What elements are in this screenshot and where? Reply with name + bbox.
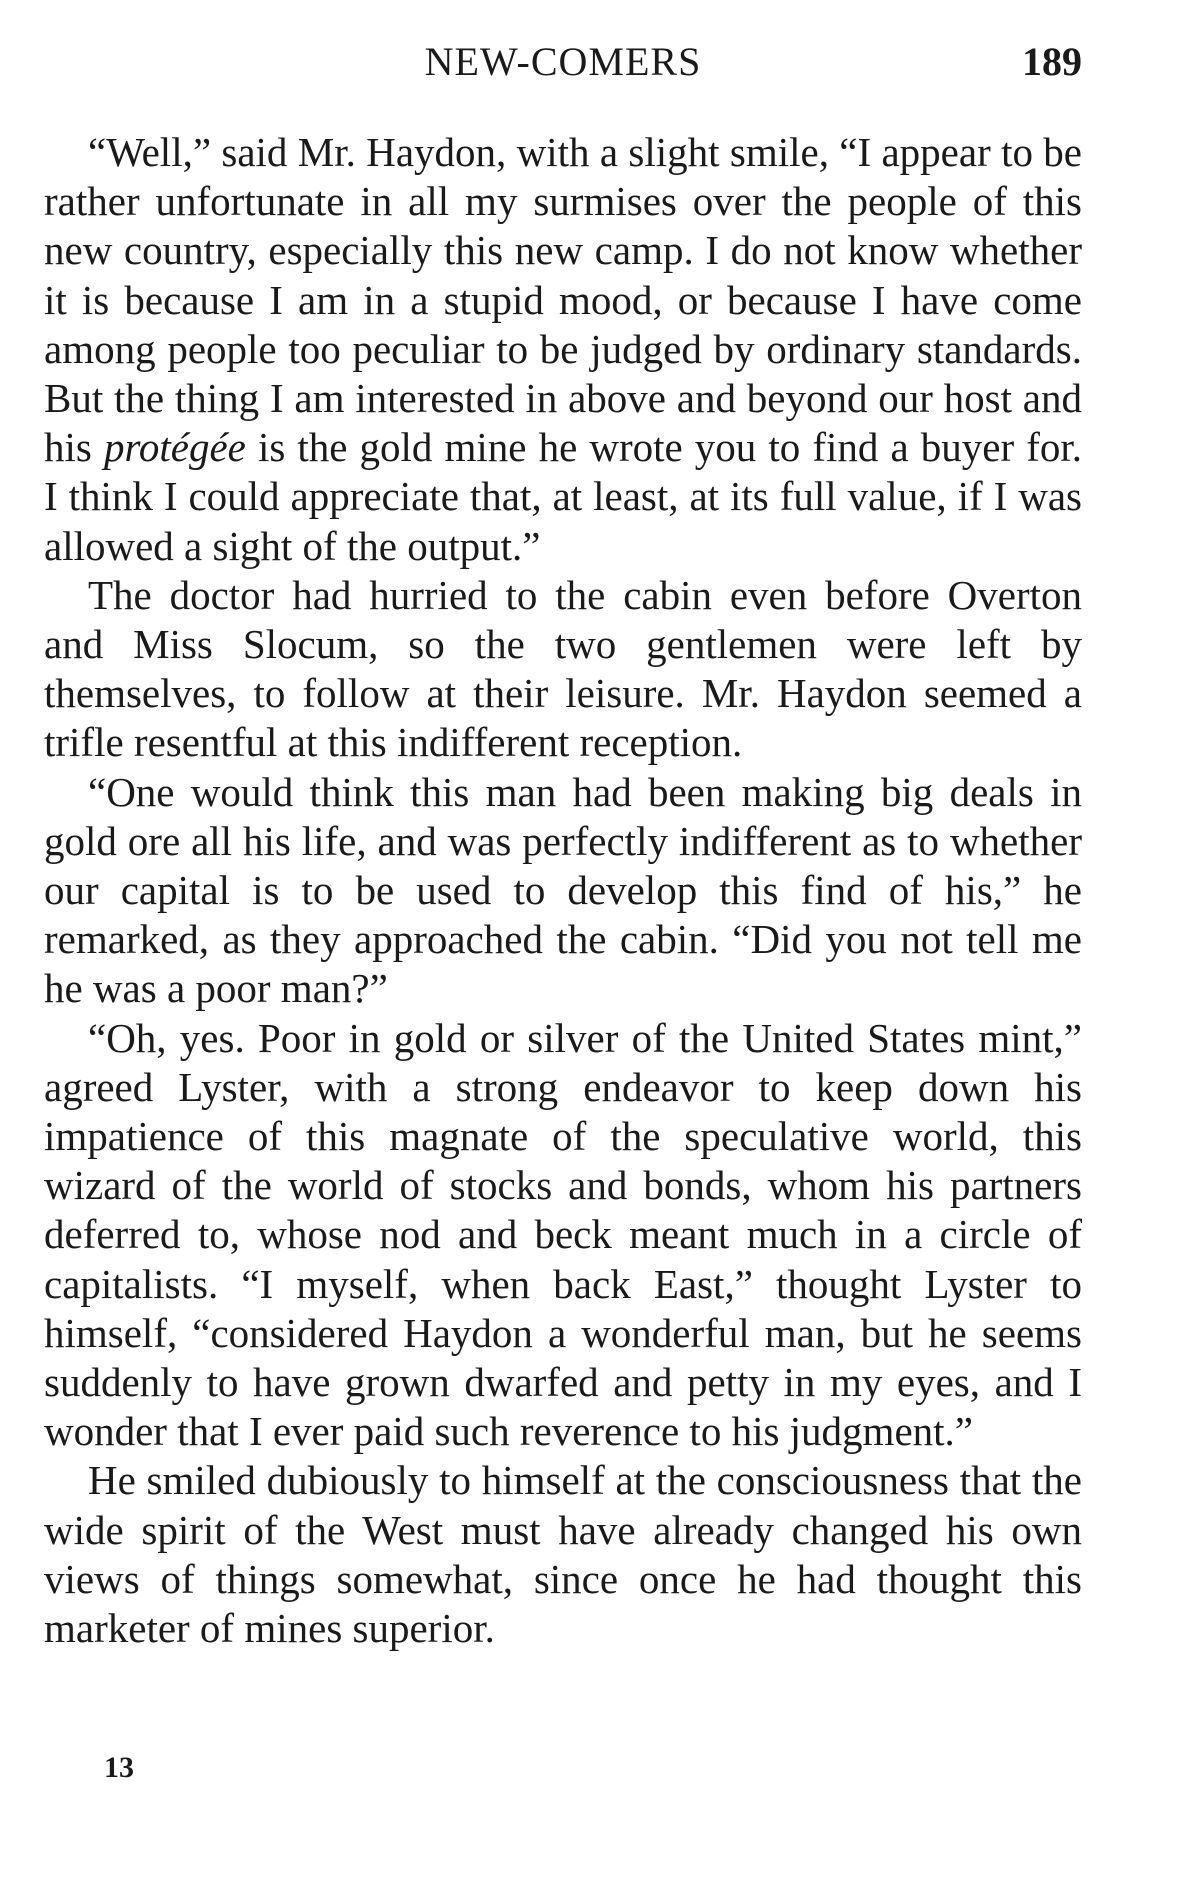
paragraph-4: “Oh, yes. Poor in gold or silver of the United States mint,” agreed Lyster, with a strong endeavor to keep down his impatience of this magnate of the speculative world, this wizard of the world of stocks and bonds, whom his partners deferred to, whose nod and beck meant much in a circle of capitalists. “I myself, when back East,” thought Lyster to himself, “considered Haydon a wonderful man, but he seems suddenly to have grown dwarfed and petty in my eyes, and I wonder that I ever paid such reverence to his judgment.” bbox=[44, 1014, 1082, 1455]
paragraph-5: He smiled dubiously to himself at the consciousness that the wide spirit of the West must have already changed his own views of things somewhat, since once he had thought this marketer of mines superior. bbox=[44, 1457, 1082, 1652]
paragraph-3: “One would think this man had been making big deals in gold ore all his life, and was perfectly indifferent as to whether our capital is to be used to develop this find of his,” he remarked, as they approached the cabin. “Did you not tell me he was a poor man?” bbox=[44, 768, 1082, 1012]
running-head bbox=[44, 32, 1082, 92]
paragraph-1-text-start: “Well,” said Mr. Haydon, with a slight smile, “I appear to be rather unfortunate in all my surmises over the people of this new country, especially this new camp. I do not know whether it is because I am in a stupid mood, or because I have come among people too peculiar to be judged by ordinary standards. But the thing I am interested in above and beyond our host and his bbox=[44, 129, 1082, 471]
italic-word-protegee: protégée bbox=[103, 424, 246, 471]
chapter-title: NEW-COMERS bbox=[424, 39, 702, 84]
page-number: 189 bbox=[1022, 39, 1082, 84]
body-text bbox=[44, 128, 1082, 1653]
printer-signature-mark: 13 bbox=[104, 1751, 134, 1784]
paragraph-1 bbox=[44, 128, 1082, 571]
paragraph-2: The doctor had hurried to the cabin even before Overton and Miss Slocum, so the two gentlemen were left by themselves, to follow at their leisure. Mr. Haydon seemed a trifle resentful at this indifferent reception. bbox=[44, 571, 1082, 766]
paragraph-1-text-end: is the gold mine he wrote you to find a buyer for. I think I could appreciate that, at least, at its full value, if I was allowed a sight of the output.” bbox=[44, 424, 1082, 569]
